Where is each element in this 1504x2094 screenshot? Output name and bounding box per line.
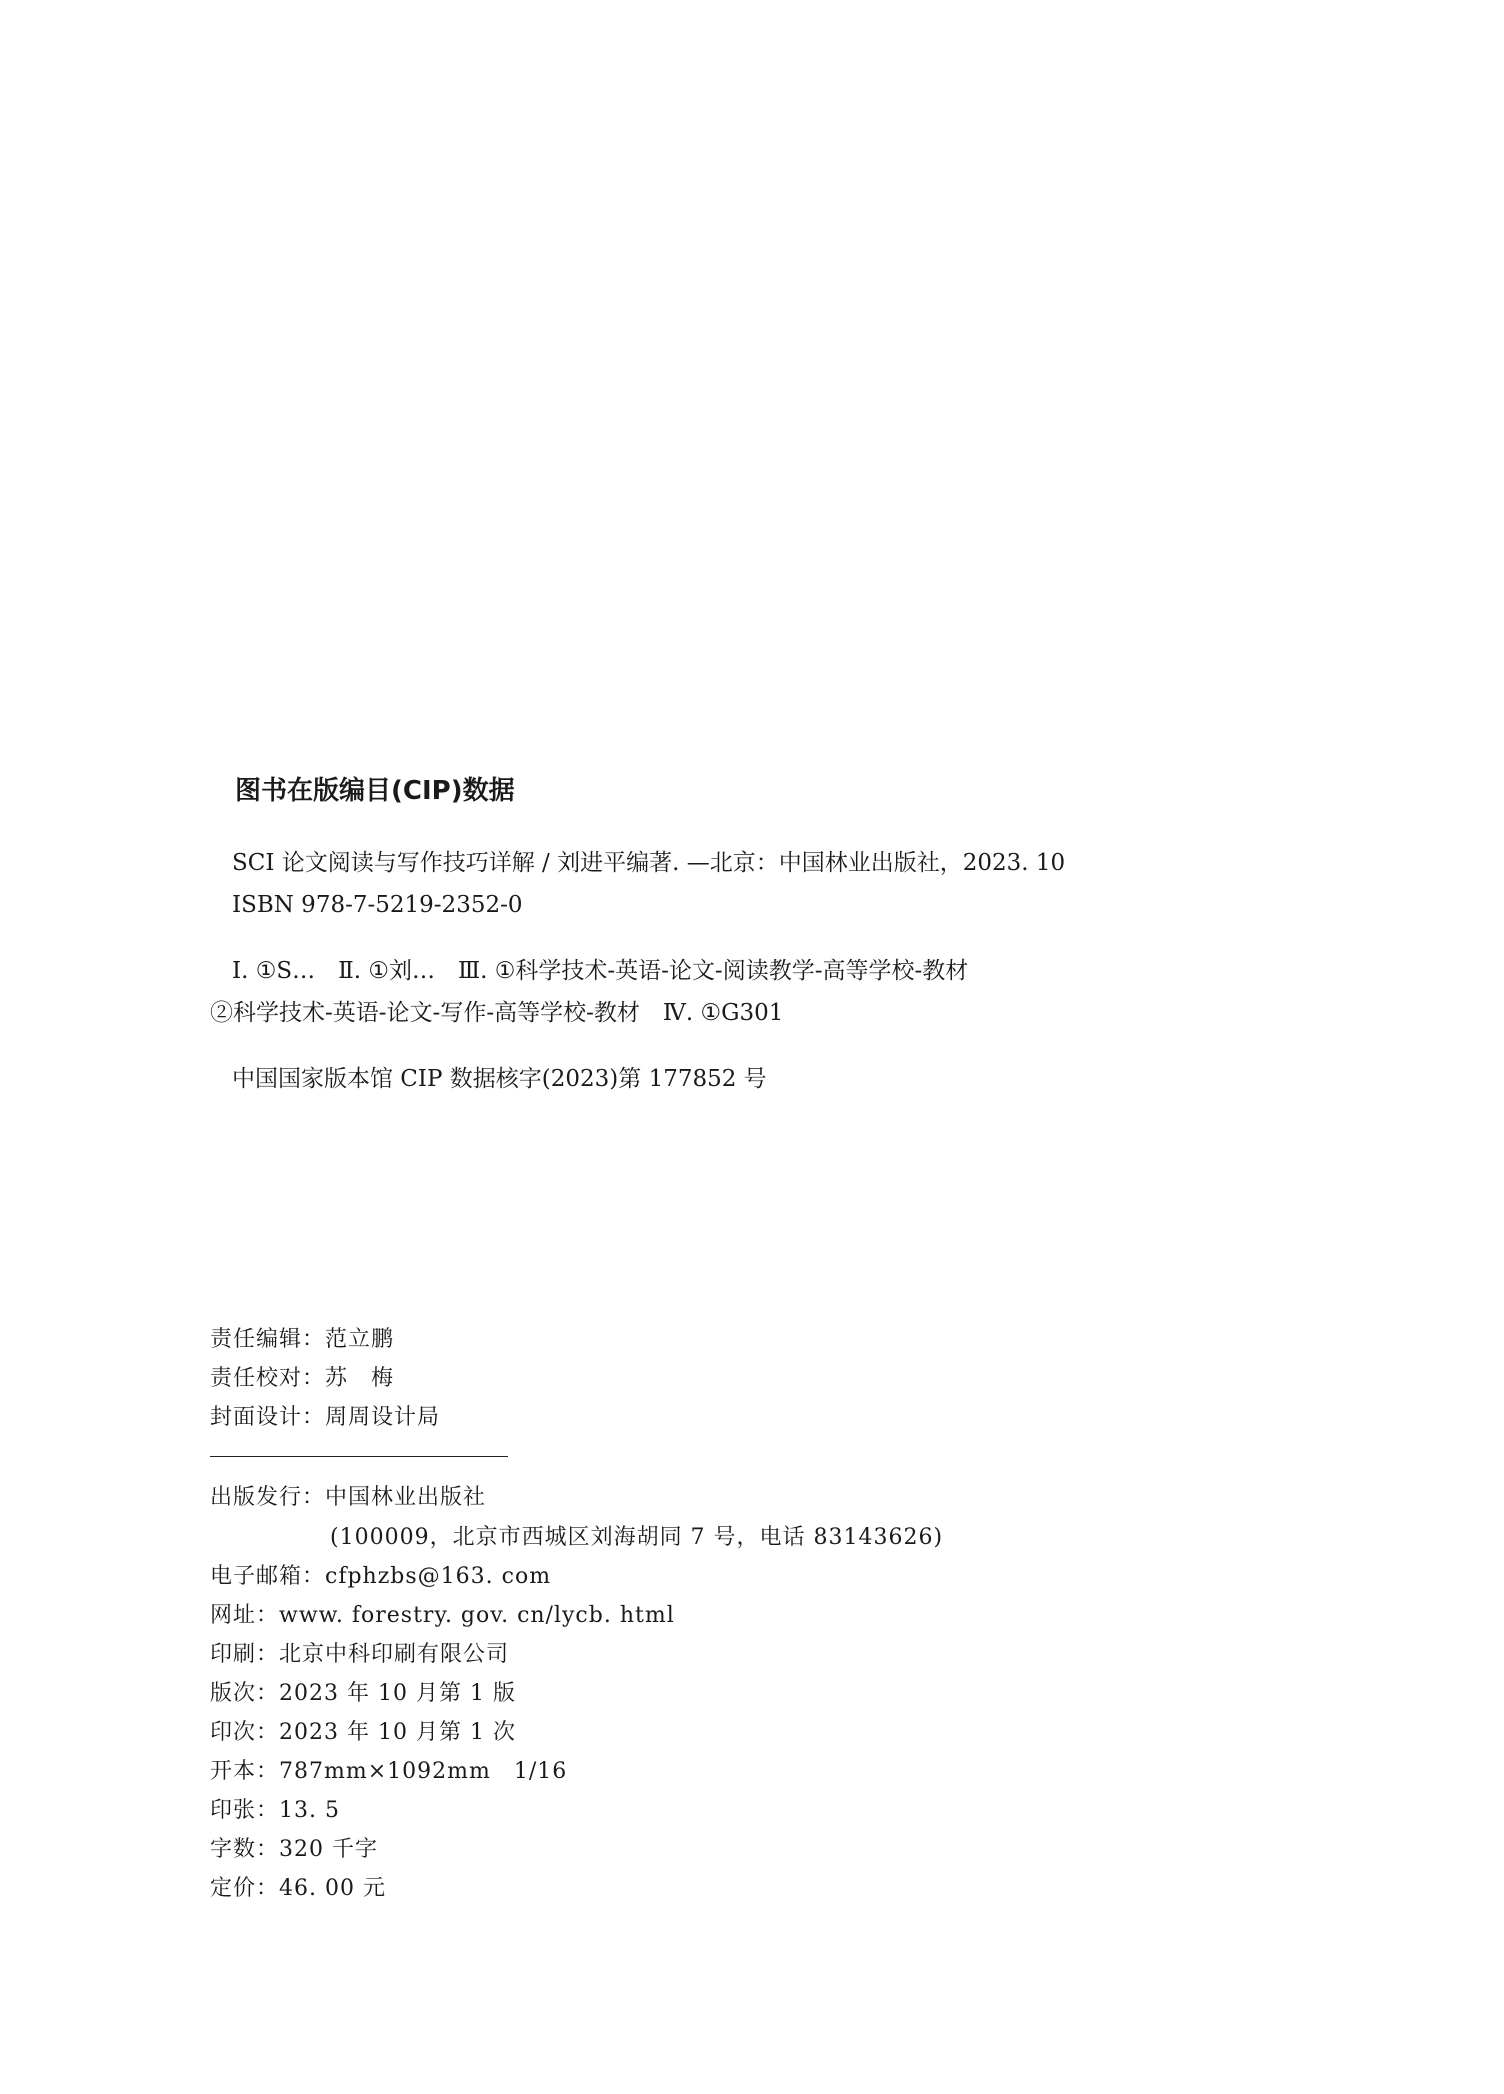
- proofreader-credit: 责任校对：苏 梅: [210, 1366, 395, 1391]
- editor-credit: 责任编辑：范立鹏: [210, 1327, 395, 1352]
- printer-line: 印刷：北京中科印刷有限公司: [210, 1642, 510, 1667]
- publisher-line: 出版发行：中国林业出版社: [210, 1485, 487, 1510]
- cip-isbn-line: ISBN 978-7-5219-2352-0: [232, 892, 523, 918]
- format-line: 开本：787mm×1092mm 1/16: [210, 1759, 568, 1784]
- edition-line: 版次：2023 年 10 月第 1 版: [210, 1681, 516, 1706]
- price-line: 定价：46. 00 元: [210, 1876, 386, 1901]
- impression-line: 印次：2023 年 10 月第 1 次: [210, 1720, 516, 1745]
- divider: [210, 1456, 508, 1457]
- cip-title-line: SCI 论文阅读与写作技巧详解 / 刘进平编著. —北京：中国林业出版社，2023. 10: [232, 850, 1066, 876]
- cip-classification-line-1: Ⅰ. ①S… Ⅱ. ①刘… Ⅲ. ①科学技术-英语-论文-阅读教学-高等学校-教材: [232, 958, 969, 984]
- publisher-address: (100009，北京市西城区刘海胡同 7 号，电话 83143626): [330, 1525, 944, 1550]
- cover-design-credit: 封面设计：周周设计局: [210, 1405, 441, 1430]
- word-count-line: 字数：320 千字: [210, 1837, 378, 1862]
- cip-classification-line-2: ②科学技术-英语-论文-写作-高等学校-教材 Ⅳ. ①G301: [210, 1000, 784, 1026]
- cip-heading: 图书在版编目(CIP)数据: [235, 776, 515, 806]
- email-line: 电子邮箱：cfphzbs@163. com: [210, 1564, 552, 1589]
- website-line: 网址：www. forestry. gov. cn/lycb. html: [210, 1603, 675, 1628]
- cip-library-line: 中国国家版本馆 CIP 数据核字(2023)第 177852 号: [232, 1066, 767, 1092]
- sheets-line: 印张：13. 5: [210, 1798, 340, 1823]
